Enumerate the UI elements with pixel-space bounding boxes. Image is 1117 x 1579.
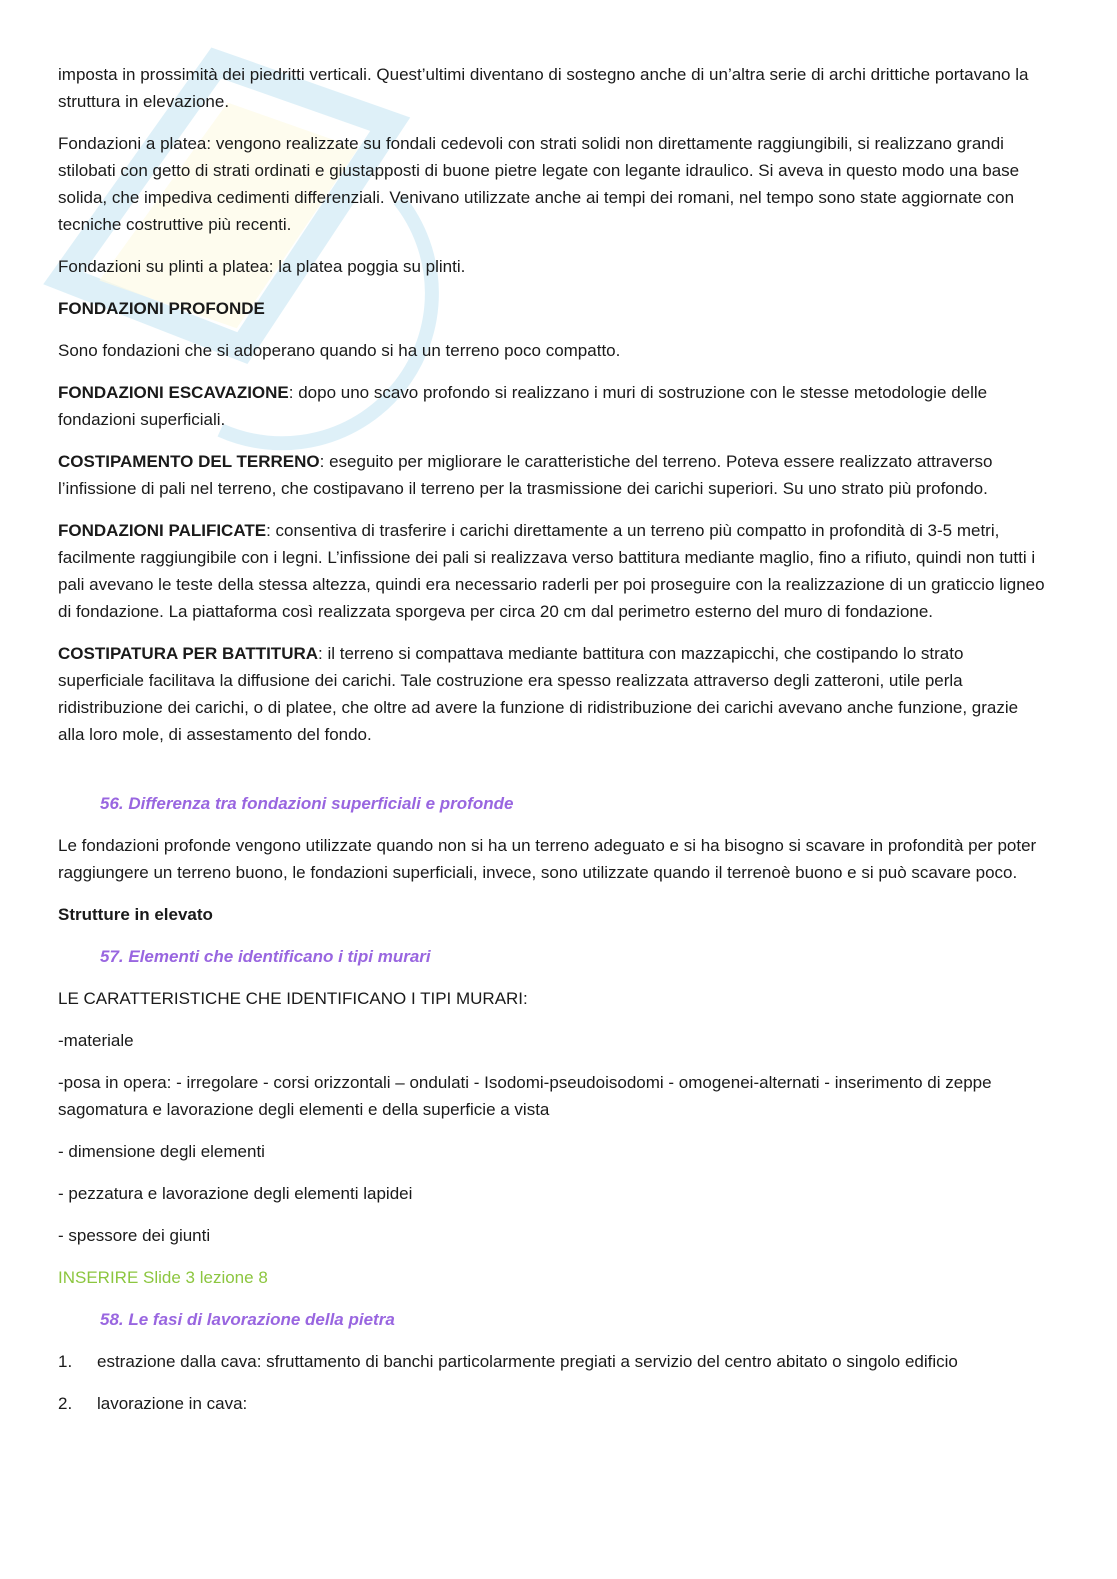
paragraph-battitura <box>58 640 1048 748</box>
paragraph-palificate <box>58 517 1048 625</box>
paragraph-escavazione <box>58 379 1048 433</box>
paragraph-56: Le fondazioni profonde vengono utilizzate quando non si ha un terreno adeguato e si ha bisogno si scavare in profondità per poter raggiungere un terreno buono, le fondazioni superficiali, invece, sono utilizzate quando il terrenoè buono e si può scavare poco. <box>58 836 1037 882</box>
section-heading-56: 56. Differenza tra fondazioni superficiali e profonde <box>100 794 514 813</box>
text-costipamento: : eseguito per migliorare le caratteristiche del terreno. Poteva essere realizzato attraverso l’infissione di pali nel terreno, che costipavano il terreno per la trasmissione dei carichi superiori. Su uno strato più profondo. <box>58 452 993 498</box>
list-item-materiale: -materiale <box>58 1031 134 1050</box>
list-item-pezzatura: - pezzatura e lavorazione degli elementi lapidei <box>58 1184 413 1203</box>
section-heading-58: 58. Le fasi di lavorazione della pietra <box>100 1310 395 1329</box>
text-battitura: : il terreno si compattava mediante battitura con mazzapicchi, che costipando lo strato superficiale facilitava la diffusione dei carichi. Tale costruzione era spesso realizzata attraverso degli zatteroni, utile perla ridistribuzione dei carichi, o di platee, che oltre ad avere la funzione di ridistribuzione dei carichi avevano anche funzione, grazie alla loro mole, di assestamento del fondo. <box>58 644 1019 744</box>
paragraph-fondazioni-platea: Fondazioni a platea: vengono realizzate su fondali cedevoli con strati solidi non direttamente raggiungibili, si realizzano grandi stilobati con getto di strati ordinati e giustapposti di buone pietre legate con legante idraulico. Si aveva in questo modo una base solida, che impediva cedimenti differenziali. Venivano utilizzate anche ai tempi dei romani, nel tempo sono state aggiornate con tecniche costruttive più recenti. <box>58 134 1020 234</box>
paragraph-archi: imposta in prossimità dei piedritti verticali. Quest’ultimi diventano di sostegno anche di un’altra serie di archi drittiche portavano la struttura in elevazione. <box>58 65 1029 111</box>
document-page <box>58 61 1048 1432</box>
text-palificate: : consentiva di trasferire i carichi direttamente a un terreno più compatto in profondità di 3-5 metri, facilmente raggiungibile con i legni. L’infissione dei pali si realizzava verso battitura mediante maglio, fino a rifiuto, quindi non tutti i pali avevano le teste della stessa altezza, quindi era necessario raderli per poi proseguire con la realizzazione di un graticcio ligneo di fondazione. La piattaforma così realizzata sporgeva per circa 20 cm dal perimetro esterno del muro di fondazione. <box>58 521 1045 621</box>
list-item-spessore: - spessore dei giunti <box>58 1226 211 1245</box>
term-costipamento: COSTIPAMENTO DEL TERRENO <box>58 452 320 471</box>
list-item <box>58 1348 1048 1375</box>
list-text: lavorazione in cava: <box>97 1394 248 1413</box>
list-text: estrazione dalla cava: sfruttamento di banchi particolarmente pregiati a servizio del centro abitato o singolo edificio <box>97 1352 958 1371</box>
paragraph-profonde-intro: Sono fondazioni che si adoperano quando si ha un terreno poco compatto. <box>58 341 621 360</box>
paragraph-plinti-platea: Fondazioni su plinti a platea: la platea poggia su plinti. <box>58 257 466 276</box>
list-item-posa: -posa in opera: - irregolare - corsi orizzontali – ondulati - Isodomi-pseudoisodomi - omogenei-alternati - inserimento di zeppe sagomatura e lavorazione degli elementi e della superficie a vista <box>58 1073 992 1119</box>
term-escavazione: FONDAZIONI ESCAVAZIONE <box>58 383 289 402</box>
term-battitura: COSTIPATURA PER BATTITURA <box>58 644 319 663</box>
list-item <box>58 1390 1048 1417</box>
paragraph-57-title: LE CARATTERISTICHE CHE IDENTIFICANO I TIPI MURARI: <box>58 989 528 1008</box>
text-escavazione: : dopo uno scavo profondo si realizzano i muri di sostruzione con le stesse metodologie delle fondazioni superficiali. <box>58 383 988 429</box>
heading-strutture-elevato: Strutture in elevato <box>58 905 213 924</box>
list-number: 2. <box>58 1394 73 1413</box>
section-heading-57: 57. Elementi che identificano i tipi murari <box>100 947 431 966</box>
term-palificate: FONDAZIONI PALIFICATE <box>58 521 267 540</box>
note-inserire-slide: INSERIRE Slide 3 lezione 8 <box>58 1268 268 1287</box>
heading-fondazioni-profonde: FONDAZIONI PROFONDE <box>58 299 265 318</box>
list-number: 1. <box>58 1352 73 1371</box>
list-item-dimensione: - dimensione degli elementi <box>58 1142 265 1161</box>
paragraph-costipamento <box>58 448 1048 502</box>
